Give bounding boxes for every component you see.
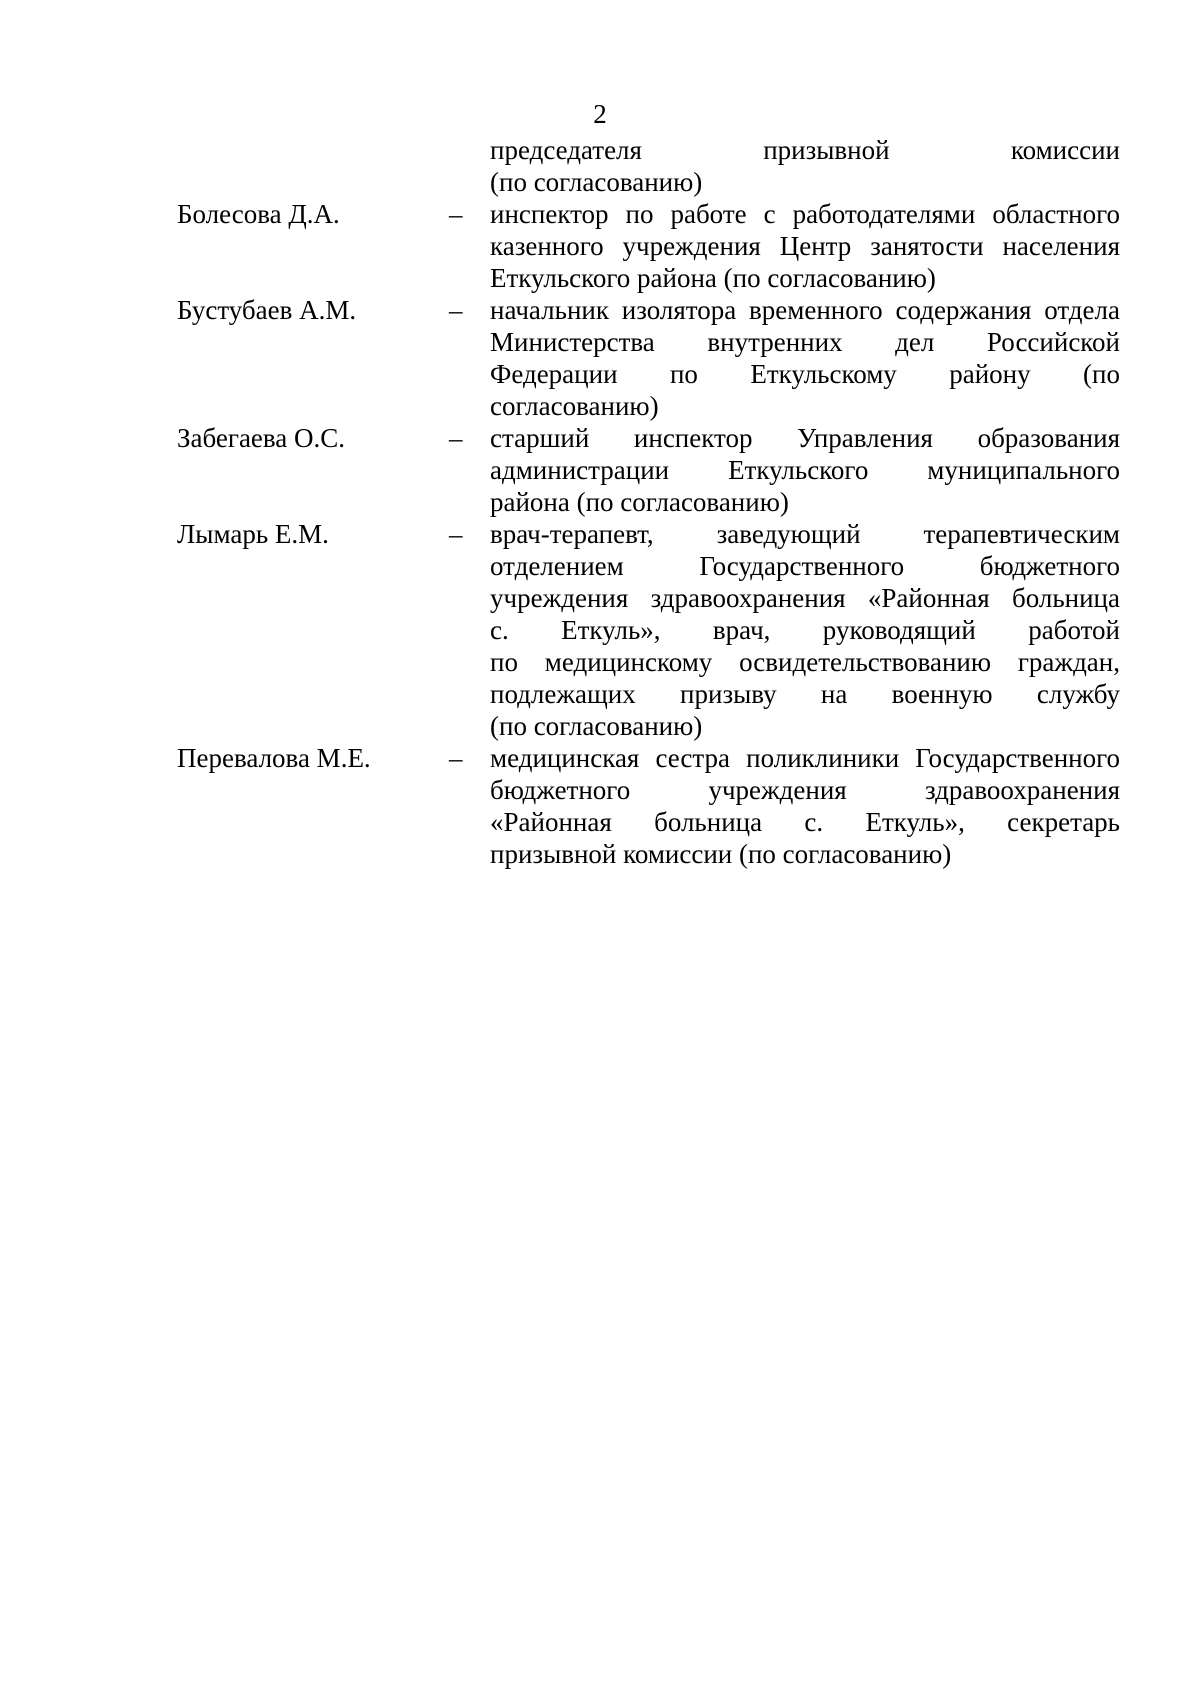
text-line: (по согласованию) <box>490 711 703 741</box>
text-line: с. Еткуль», врач, руководящий работой <box>490 615 1120 645</box>
member-entry <box>0 198 1200 294</box>
dash-separator: – <box>449 199 463 229</box>
text-line: врач-терапевт, заведующий терапевтическим <box>490 519 1120 549</box>
member-role <box>490 422 1120 518</box>
text-line: по медицинскому освидетельствованию граждан, <box>490 647 1120 677</box>
dash-separator: – <box>449 295 463 325</box>
text-line: района (по согласованию) <box>490 487 789 517</box>
member-role <box>490 742 1120 870</box>
member-name: Бустубаев А.М. <box>177 295 357 325</box>
text-line: бюджетного учреждения здравоохранения <box>490 775 1120 805</box>
member-name: Болесова Д.А. <box>177 199 340 229</box>
text-line: (по согласованию) <box>490 167 703 197</box>
text-line: отделением Государственного бюджетного <box>490 551 1120 581</box>
dash-separator: – <box>449 423 463 453</box>
text-line: подлежащих призыву на военную службу <box>490 679 1120 709</box>
member-entry <box>0 742 1200 870</box>
dash-separator: – <box>449 743 463 773</box>
text-line: казенного учреждения Центр занятости населения <box>490 231 1120 261</box>
text-line: инспектор по работе с работодателями областного <box>490 199 1120 229</box>
member-name: Перевалова М.Е. <box>177 743 371 773</box>
member-name: Лымарь Е.М. <box>177 519 329 549</box>
member-entry <box>0 294 1200 422</box>
text-line: «Районная больница с. Еткуль», секретарь <box>490 807 1120 837</box>
text-line: медицинская сестра поликлиники Государственного <box>490 743 1120 773</box>
commission-members-list <box>0 198 1200 870</box>
text-line: Министерства внутренних дел Российской <box>490 327 1120 357</box>
text-line: Федерации по Еткульскому району (по <box>490 359 1120 389</box>
member-entry <box>0 518 1200 742</box>
text-line: председателя призывной комиссии <box>490 135 1120 165</box>
dash-separator: – <box>449 519 463 549</box>
member-role <box>490 198 1120 294</box>
member-entry <box>0 422 1200 518</box>
member-role <box>490 294 1120 422</box>
text-line: администрации Еткульского муниципального <box>490 455 1120 485</box>
text-line: начальник изолятора временного содержания отдела <box>490 295 1120 325</box>
member-name: Забегаева О.С. <box>177 423 346 453</box>
text-line: учреждения здравоохранения «Районная больница <box>490 583 1120 613</box>
text-line: призывной комиссии (по согласованию) <box>490 839 952 869</box>
page-number: 2 <box>593 99 607 129</box>
text-line: Еткульского района (по согласованию) <box>490 263 936 293</box>
text-line: старший инспектор Управления образования <box>490 423 1120 453</box>
member-role <box>490 518 1120 742</box>
text-line: согласованию) <box>490 391 659 421</box>
continuation-text <box>490 134 1120 198</box>
